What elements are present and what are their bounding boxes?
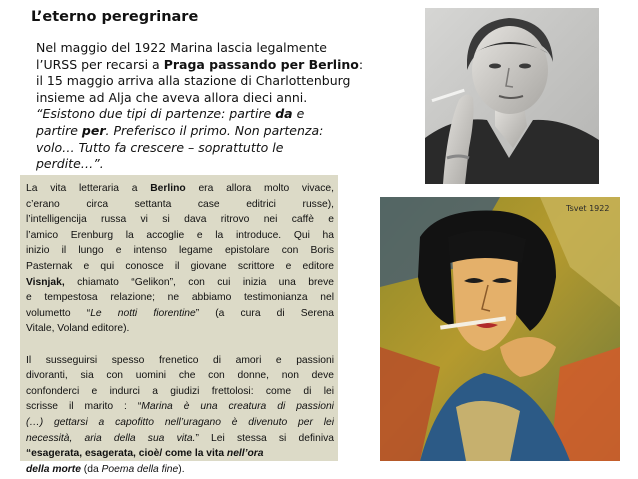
box-line: volumetto “Le notti fiorentine” (a cura di Serena [26, 307, 334, 319]
intro-quote-line: partire per. Preferisco il primo. Non partenza: [36, 122, 324, 138]
intro-line: l’URSS per recarsi a Praga passando per Berlino: [36, 56, 364, 72]
box-line: Vitale, Voland editore). [26, 323, 130, 335]
box-line: confonderci e indurci a giudizi frettolosi: come di lei [26, 385, 334, 397]
portrait-photo-icon [425, 8, 599, 184]
box-line: inizio il lungo e intenso legame epistolare con Boris [26, 245, 334, 257]
box-line: scrisse il marito : “Marina è una creatura di passioni [26, 401, 334, 413]
portrait-painting-icon [380, 197, 620, 461]
box-line: della morte (da Poema della fine). [26, 463, 185, 475]
box-line: l’amico Erenburg la accoglie e la introduce. Qui ha [26, 229, 334, 241]
box-line: c’erano circa settanta case editrici russe), [26, 198, 334, 210]
box-line: e tempestosa relazione; ne abbiamo testimonianza nel [26, 292, 334, 304]
biography-text-box [20, 175, 338, 475]
box-line: “esagerata, esagerata, cioè/ come la vita nell’ora [26, 448, 264, 460]
box-line: Visnjak, chiamato “Gelikon”, con cui inizia una breve [26, 276, 334, 288]
box-line: (…) gettarsi a capofitto nell’uragano è divenuto per lei [26, 416, 334, 428]
box-line: necessità, aria della sua vita.” Lei stessa si definiva [26, 432, 334, 444]
box-line: divoranti, sia con uomini che con donne, non deve [26, 370, 334, 382]
intro-line: Nel maggio del 1922 Marina lascia legalmente [36, 40, 327, 55]
intro-quote-line: “Esistono due tipi di partenze: partire da e [36, 106, 305, 122]
intro-line: insieme ad Alja che aveva allora dieci anni. [36, 89, 308, 105]
portrait-photo [425, 8, 599, 184]
box-line: Il susseguirsi spesso frenetico di amori e passioni [26, 354, 334, 366]
box-line: Pasternak e qui conosce il giovane scrittore e editore [26, 260, 334, 272]
painting-signature: Tsvet 1922 [566, 204, 610, 213]
box-line: La vita letteraria a Berlino era allora molto vivace, [26, 183, 334, 194]
slide-title: L’eterno peregrinare [31, 9, 199, 25]
intro-paragraph [36, 40, 372, 173]
box-line: l’intelligencija russa vi si dava ritrovo nei caffè e [26, 214, 334, 226]
portrait-painting [380, 197, 620, 461]
paragraph-spacer [26, 337, 334, 353]
intro-line: il 15 maggio arriva alla stazione di Charlottenburg [36, 73, 351, 89]
intro-quote-line: perdite…”. [36, 156, 104, 172]
intro-quote-line: volo… Tutto fa crescere – soprattutto le [36, 139, 284, 155]
